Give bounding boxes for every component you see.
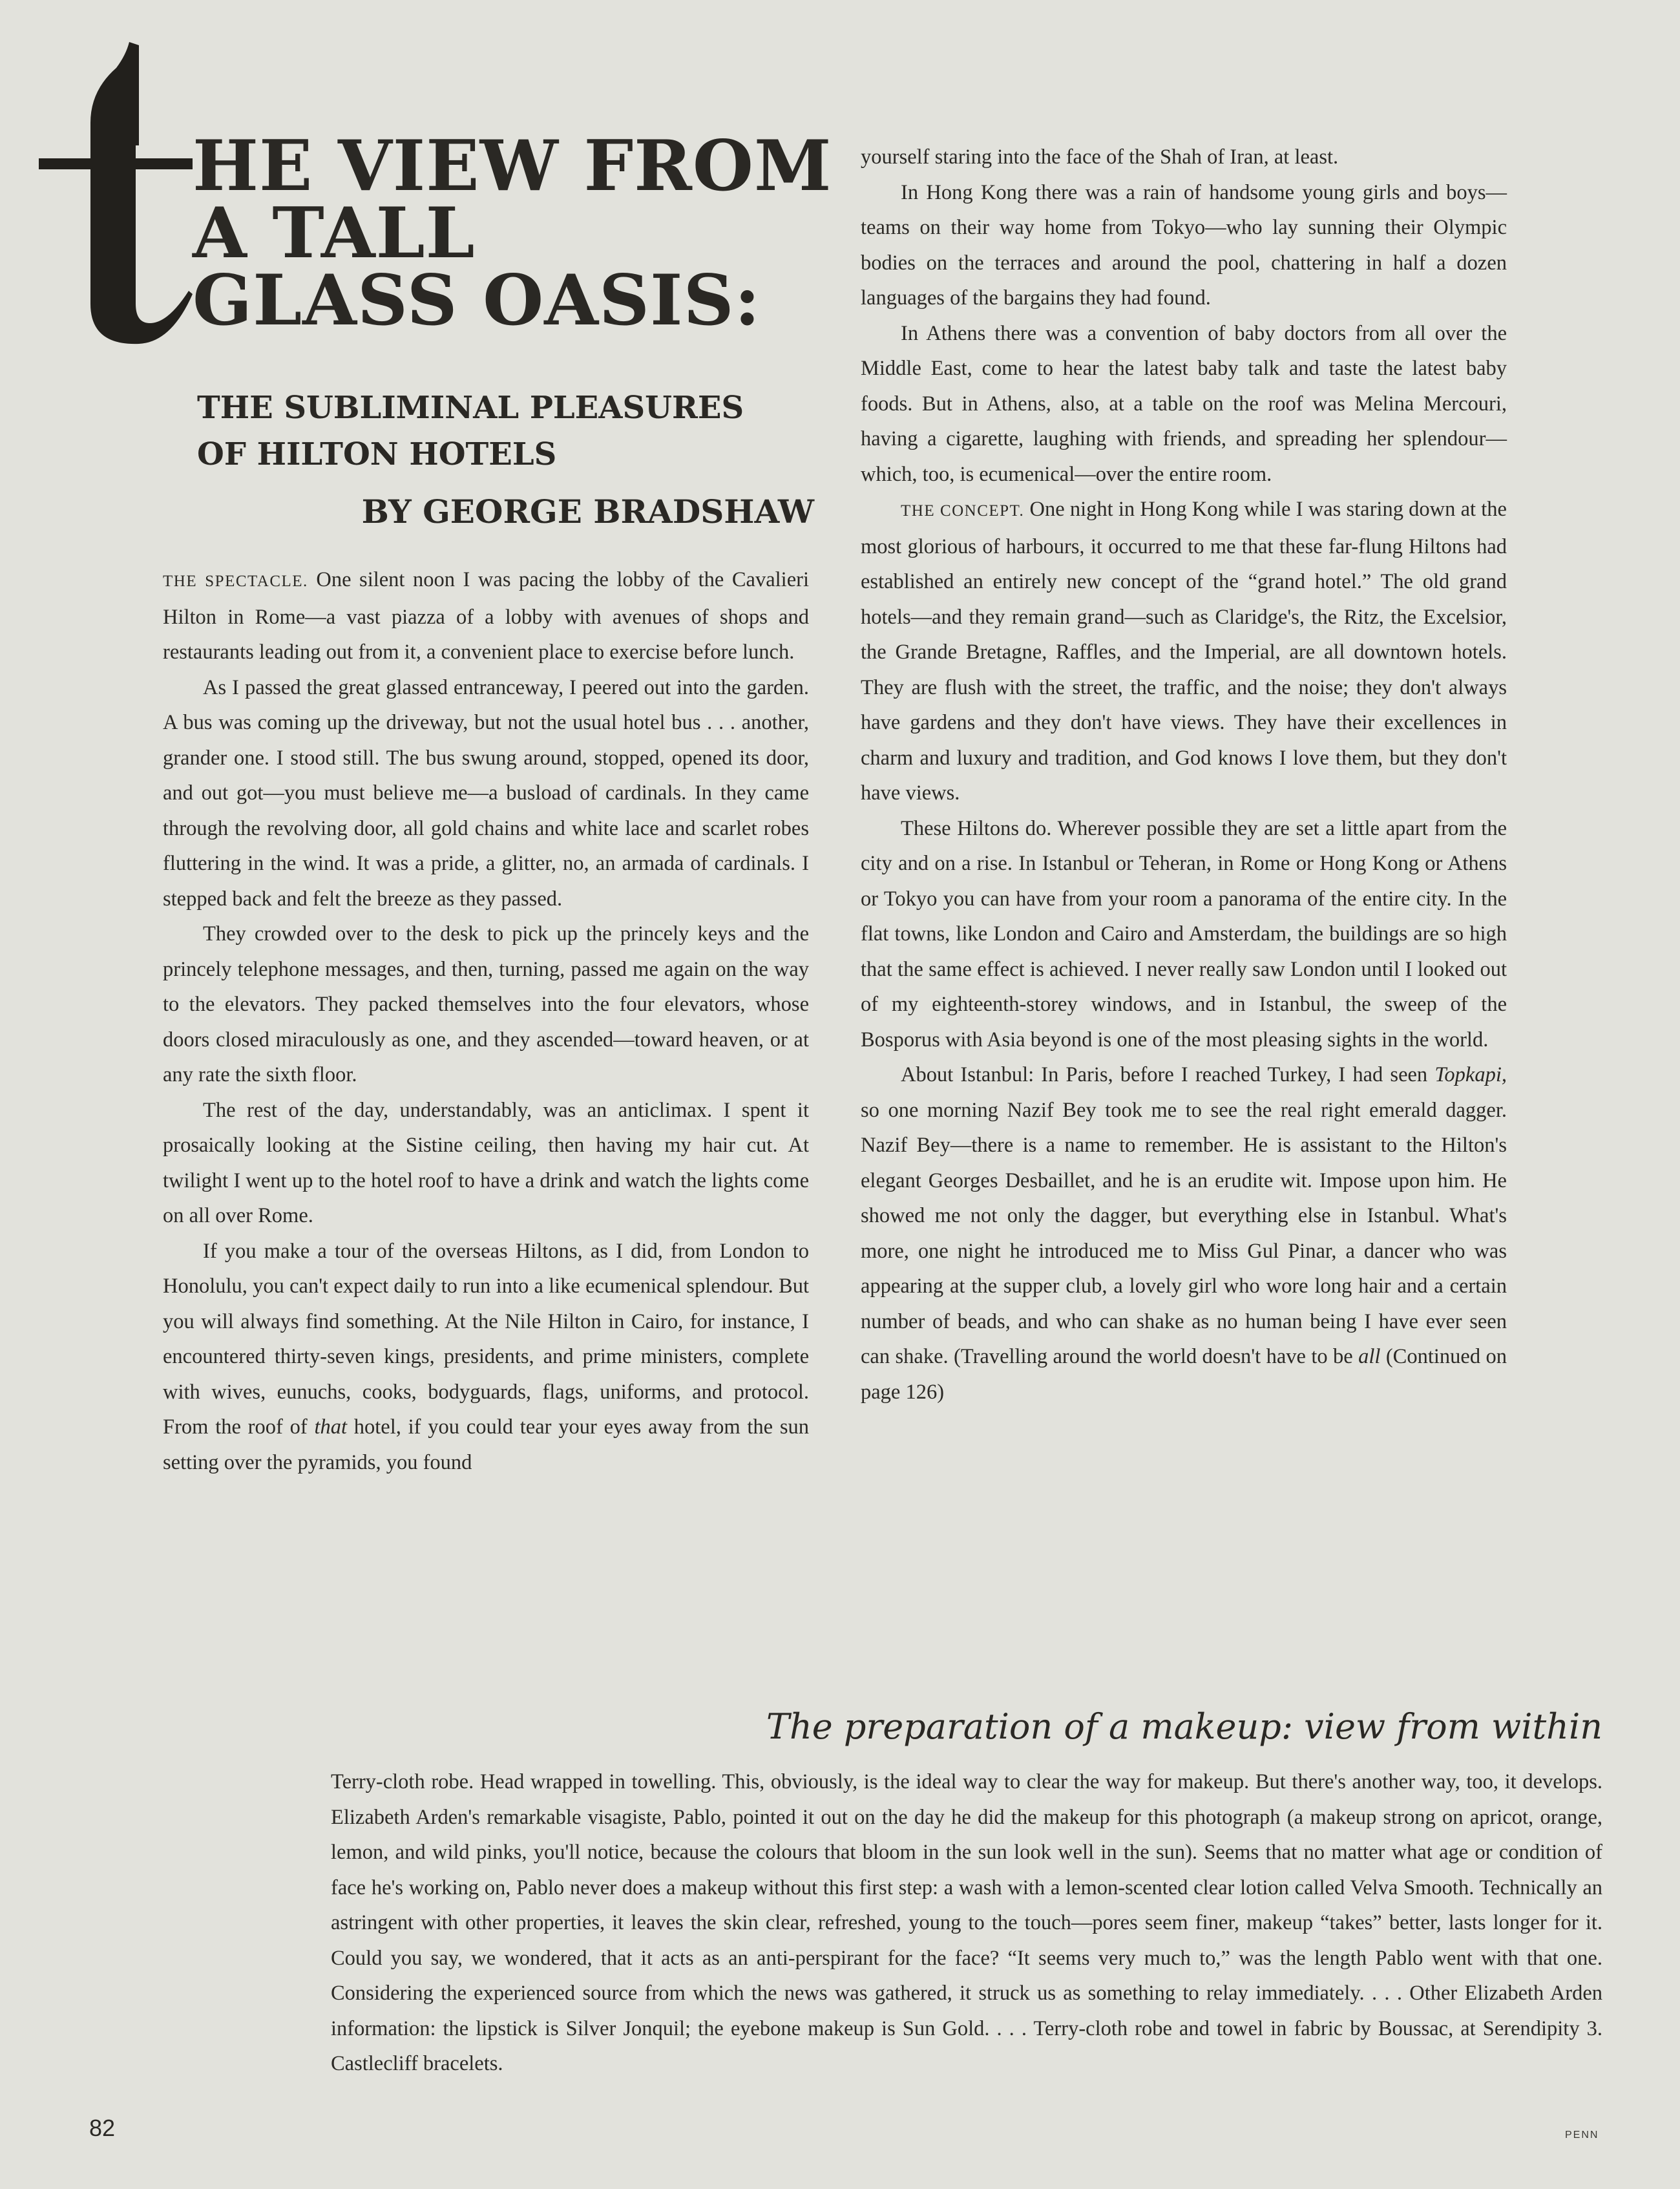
paragraph-text: One silent noon I was pacing the lobby of the Cavalieri Hilton in Rome—a vast piazza of a lobby with avenues of shops and restaurants leading out from it, a convenient place to exercise before lunch. [163,568,809,664]
emphasis: Topkapi, [1434,1063,1507,1086]
paragraph: These Hiltons do. Wherever possible they are set a little apart from the city and on a rise. In Istanbul or Teheran, in Rome or Hong Kong or Athens or Tokyo you can have from your room a panorama of the entire city. In the flat towns, like London and Cairo and Amsterdam, the buildings are so high that the same effect is achieved. I never really saw London until I looked out of my eighteenth-storey windows, and in Istanbul, the sweep of the Bosporus with Asia beyond is one of the most pleasing sights in the world. [861,816,1507,1052]
page-number: 82 [89,2115,116,2141]
caption-title: The preparation of a makeup: view from within [766,1706,1602,1747]
article-title [193,125,832,341]
paragraph-text: About Istanbul: In Paris, before I reached Turkey, I had seen [901,1063,1435,1086]
title-line-2: A TALL [193,193,476,274]
paragraph [861,492,1507,811]
photo-credit: PENN [1565,2130,1599,2141]
subtitle-line-1: THE SUBLIMINAL PLEASURES [197,390,744,426]
paragraph: yourself staring into the face of the Shah of Iran, at least. [861,145,1339,169]
paragraph-text: hotel, if you could tear your eyes away from the sun setting over the pyramids, you found [163,1415,809,1474]
paragraph-text: If you make a tour of the overseas Hiltons, as I did, from London to Honolulu, you can't expect daily to run into a like ecumenical splendour. But you will always find something. At the Nile Hilton in Cairo, for instance, I encountered thirty-seven kings, presidents, and prime ministers, complete with wives, eunuchs, cooks, bodyguards, flags, uniforms, and protocol. From the roof of [163,1239,809,1439]
section-lead: THE SPECTACLE. [163,573,308,590]
paragraph: In Athens there was a convention of baby doctors from all over the Middle East, come to hear the latest baby talk and taste the latest baby foods. But in Athens, also, at a table on the roof was Melina Mercouri, having a cigarette, laughing with friends, and spreading her splendour—which, too, is ecumenical—over the entire room. [861,321,1507,486]
paragraph [861,1057,1507,1410]
subtitle-line-2: OF HILTON HOTELS [197,436,557,472]
article-subtitle [197,385,811,478]
paragraph: They crowded over to the desk to pick up the princely keys and the princely telephone messages, and then, turning, passed me again on the way to the elevators. They packed themselves into the four elevators, whose doors closed miraculously as one, and they ascended—toward heaven, or at any rate the sixth floor. [163,922,809,1086]
title-line-3: GLASS OASIS: [193,260,761,341]
paragraph-text: One night in Hong Kong while I was staring down at the most glorious of harbours, it occurred to me that these far-flung Hiltons had established an entirely new concept of the “grand hotel.” The old grand hotels—and they remain grand—such as Claridge's, the Ritz, the Excelsior, the Grande Bretagne, Raffles, and the Imperial, are all downtown hotels. They are flush with the street, the traffic, and the noise; they don't always have gardens and they don't have views. They have their excellences in charm and luxury and tradition, and God knows I love them, but they don't have views. [861,498,1507,805]
section-lead: THE CONCEPT. [901,502,1025,520]
body-column-1 [163,562,809,1480]
body-column-2 [861,140,1507,1410]
paragraph [163,562,809,670]
drop-cap-t [39,19,197,355]
paragraph [163,1234,809,1481]
paragraph: The rest of the day, understandably, was an anticlimax. I spent it prosaically looking at the Sistine ceiling, then having my hair cut. At twilight I went up to the hotel roof to have a drink and watch the lights come on all over Rome. [163,1098,809,1227]
byline: BY GEORGE BRADSHAW [361,492,814,531]
title-line-1: HE VIEW FROM [193,125,832,207]
emphasis: all [1358,1345,1381,1368]
paragraph-text: so one morning Nazif Bey took me to see the real right emerald dagger. Nazif Bey—there is a name to remember. He is assistant to the Hilton's elegant Georges Desbaillet, and he is an erudite wit. Impose upon him. He showed me not only the dagger, but everything else in Istanbul. What's more, one night he introduced me to Miss Gul Pinar, a dancer who was appearing at the supper club, a lovely girl who wore long hair and a certain number of beads, and who can shake as no human being I have ever seen can shake. (Travelling around the world doesn't have to be [861,1098,1507,1368]
paragraph: As I passed the great glassed entranceway, I peered out into the garden. A bus was coming up the driveway, but not the usual hotel bus . . . another, grander one. I stood still. The bus swung around, stopped, opened its door, and out got—you must believe me—a busload of cardinals. In they came through the revolving door, all gold chains and white lace and scarlet robes fluttering in the wind. It was a pride, a glitter, no, an armada of cardinals. I stepped back and felt the breeze as they passed. [163,675,809,911]
paragraph: In Hong Kong there was a rain of handsome young girls and boys—teams on their way home from Tokyo—who lay sunning their Olympic bodies on the terraces and around the pool, chattering in half a dozen languages of the bargains they had found. [861,180,1507,310]
emphasis: that [314,1415,347,1439]
caption-body: Terry-cloth robe. Head wrapped in towelling. This, obviously, is the ideal way to clear the way for makeup. But there's another way, too, it develops. Elizabeth Arden's remarkable visagiste, Pablo, pointed it out on the day he did the makeup for this photograph (a makeup strong on apricot, orange, lemon, and wild pinks, you'll notice, because the colours that bloom in the sun look well in the sun). Seems that no matter what age or condition of face he's working on, Pablo never does a makeup without this first step: a wash with a lemon-scented clear lotion called Velva Smooth. Technically an astringent with other properties, it leaves the skin clear, refreshed, young to the touch—pores seem finer, makeup “takes” better, lasts longer for it. Could you say, we wondered, that it acts as an anti-perspirant for the face? “It seems very much to,” was the length Pablo went with that one. Considering the experienced source from which the news was gathered, it struck us as something to relay immediately. . . . Other Elizabeth Arden information: the lipstick is Silver Jonquil; the eyebone makeup is Sun Gold. . . . Terry-cloth robe and towel in fabric by Boussac, at Serendipity 3. Castlecliff bracelets. [331,1770,1602,2075]
continuation-note: (Continued on page 126) [861,1345,1507,1404]
